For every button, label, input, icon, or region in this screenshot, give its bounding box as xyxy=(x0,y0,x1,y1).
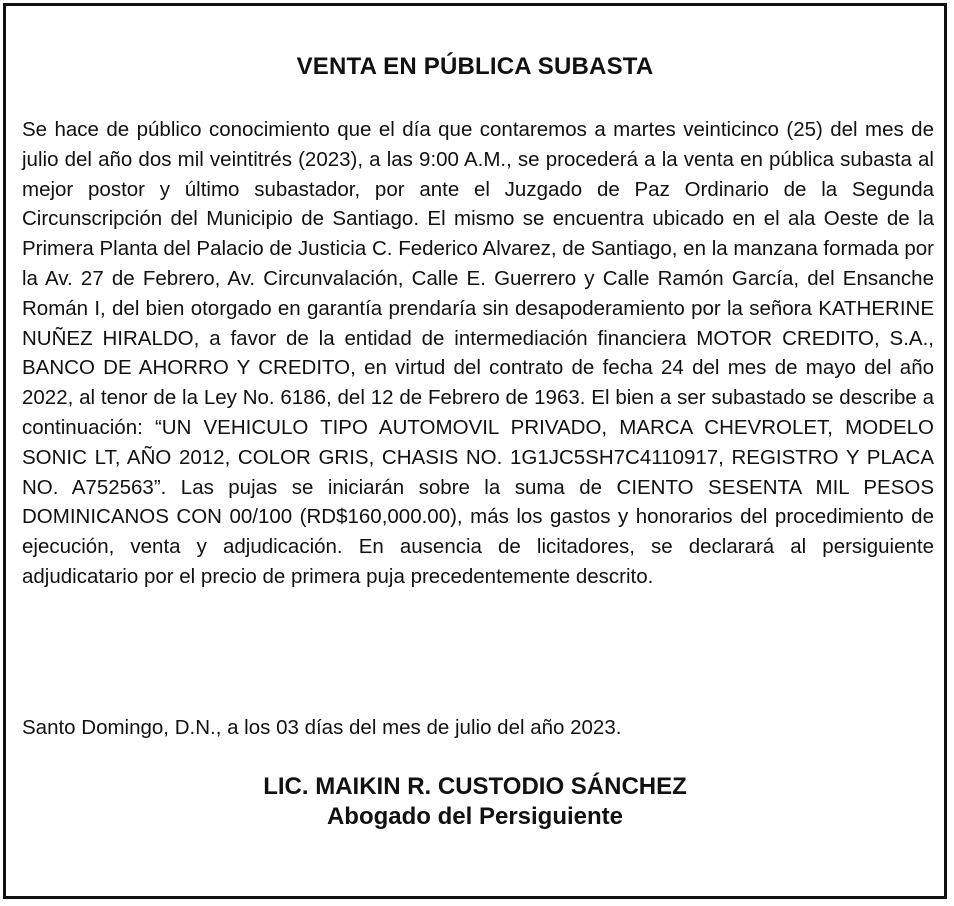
auction-notice xyxy=(3,3,947,899)
notice-title: VENTA EN PÚBLICA SUBASTA xyxy=(296,53,654,80)
signatory-name: LIC. MAIKIN R. CUSTODIO SÁNCHEZ xyxy=(263,773,687,800)
notice-date-line: Santo Domingo, D.N., a los 03 días del mes de julio del año 2023. xyxy=(22,716,622,739)
signature-block xyxy=(6,772,944,832)
notice-body: Se hace de público conocimiento que el día que contaremos a martes veinticinco (25) del mes de julio del año dos mil veintitrés (2023), a las 9:00 A.M., se procederá a la venta en pública subasta al mejor postor y último subastador, por ante el Juzgado de Paz Ordinario de la Segunda Circunscripción del Municipio de Santiago. El mismo se encuentra ubicado en el ala Oeste de la Primera Planta del Palacio de Justicia C. Federico Alvarez, de Santiago, en la manzana formada por la Av. 27 de Febrero, Av. Circunvalación, Calle E. Guerrero y Calle Ramón García, del Ensanche Román I, del bien otorgado en garantía prendaría sin desapoderamiento por la señora KATHERINE NUÑEZ HIRALDO, a favor de la entidad de intermediación financiera MOTOR CREDITO, S.A., BANCO DE AHORRO Y CREDITO, en virtud del contrato de fecha 24 del mes de mayo del año 2022, al tenor de la Ley No. 6186, del 12 de Febrero de 1963. El bien a ser subastado se describe a continuación: “UN VEHICULO TIPO AUTOMOVIL PRIVADO, MARCA CHEVROLET, MODELO SONIC LT, AÑO 2012, COLOR GRIS, CHASIS NO. 1G1JC5SH7C4110917, REGISTRO Y PLACA NO. A752563”. Las pujas se iniciarán sobre la suma de CIENTO SESENTA MIL PESOS DOMINICANOS CON 00/100 (RD$160,000.00), más los gastos y honorarios del procedimiento de ejecución, venta y adjudicación. En ausencia de licitadores, se declarará al persiguiente adjudicatario por el precio de primera puja precedentemente descrito. xyxy=(22,118,934,588)
signatory-role: Abogado del Persiguiente xyxy=(326,803,624,830)
